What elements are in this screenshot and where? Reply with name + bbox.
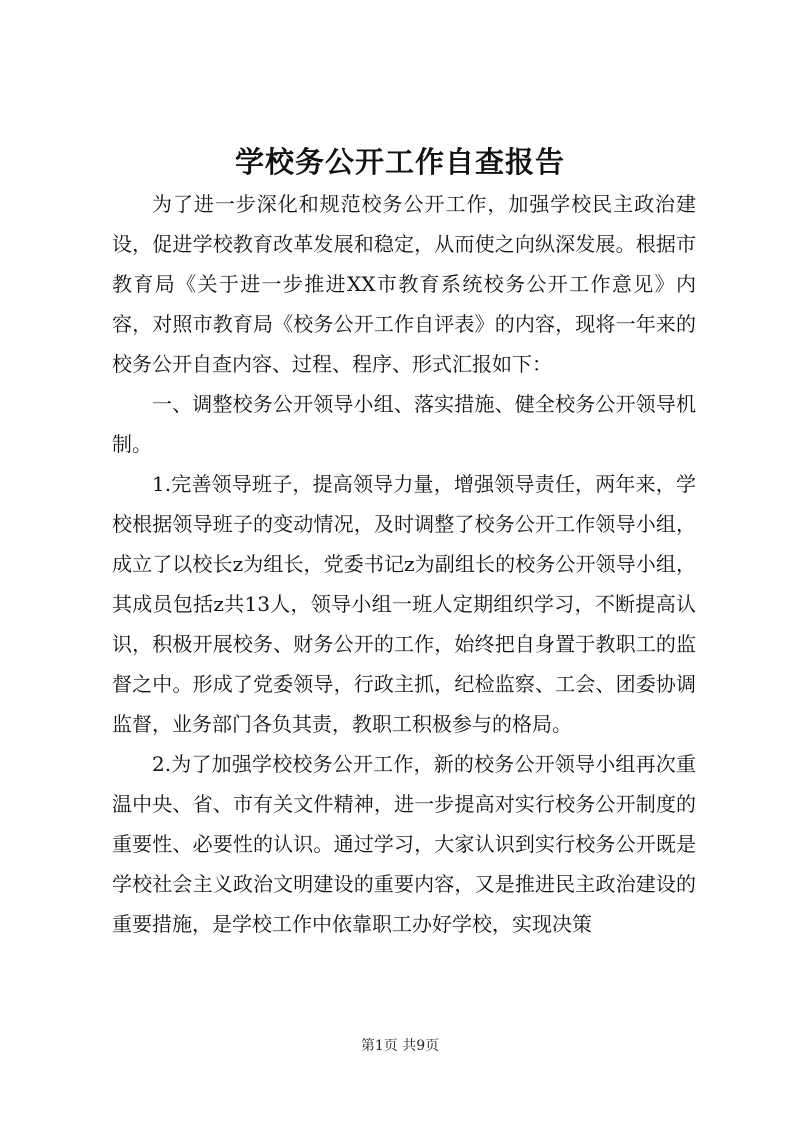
paragraph-section-heading: 一、调整校务公开领导小组、落实措施、健全校务公开领导机制。 bbox=[112, 392, 696, 456]
paragraph-item-2: 2.为了加强学校校务公开工作，新的校务公开领导小组再次重温中央、省、市有关文件精神，进一步提高对实行校务公开制度的重要性、必要性的认识。通过学习，大家认识到实行校务公开既是学校社会主义政治文明建设的重要内容，又是推进民主政治建设的重要措施，是学校工作中依靠职工办好学校，实现决策 bbox=[112, 752, 696, 936]
page-title: 学校务公开工作自查报告 bbox=[234, 145, 565, 179]
paragraph-item-1: 1.完善领导班子，提高领导力量，增强领导责任，两年来，学校根据领导班子的变动情况，及时调整了校务公开工作领导小组，成立了以校长z为组长，党委书记z为副组长的校务公开领导小组，其成员包括z共13人，领导小组一班人定期组织学习，不断提高认识，积极开展校务、财务公开的工作，始终把自身置于教职工的监督之中。形成了党委领导，行政主抓，纪检监察、工会、团委协调监督，业务部门各负其责，教职工积极参与的格局。 bbox=[112, 472, 696, 736]
document-body bbox=[112, 184, 696, 944]
page-footer: 第1页 共9页 bbox=[360, 1038, 440, 1054]
paragraph-intro: 为了进一步深化和规范校务公开工作，加强学校民主政治建设，促进学校教育改革发展和稳定，从而使之向纵深发展。根据市教育局《关于进一步推进XX市教育系统校务公开工作意见》内容，对照市教育局《校务公开工作自评表》的内容，现将一年来的校务公开自查内容、过程、程序、形式汇报如下： bbox=[112, 192, 696, 376]
